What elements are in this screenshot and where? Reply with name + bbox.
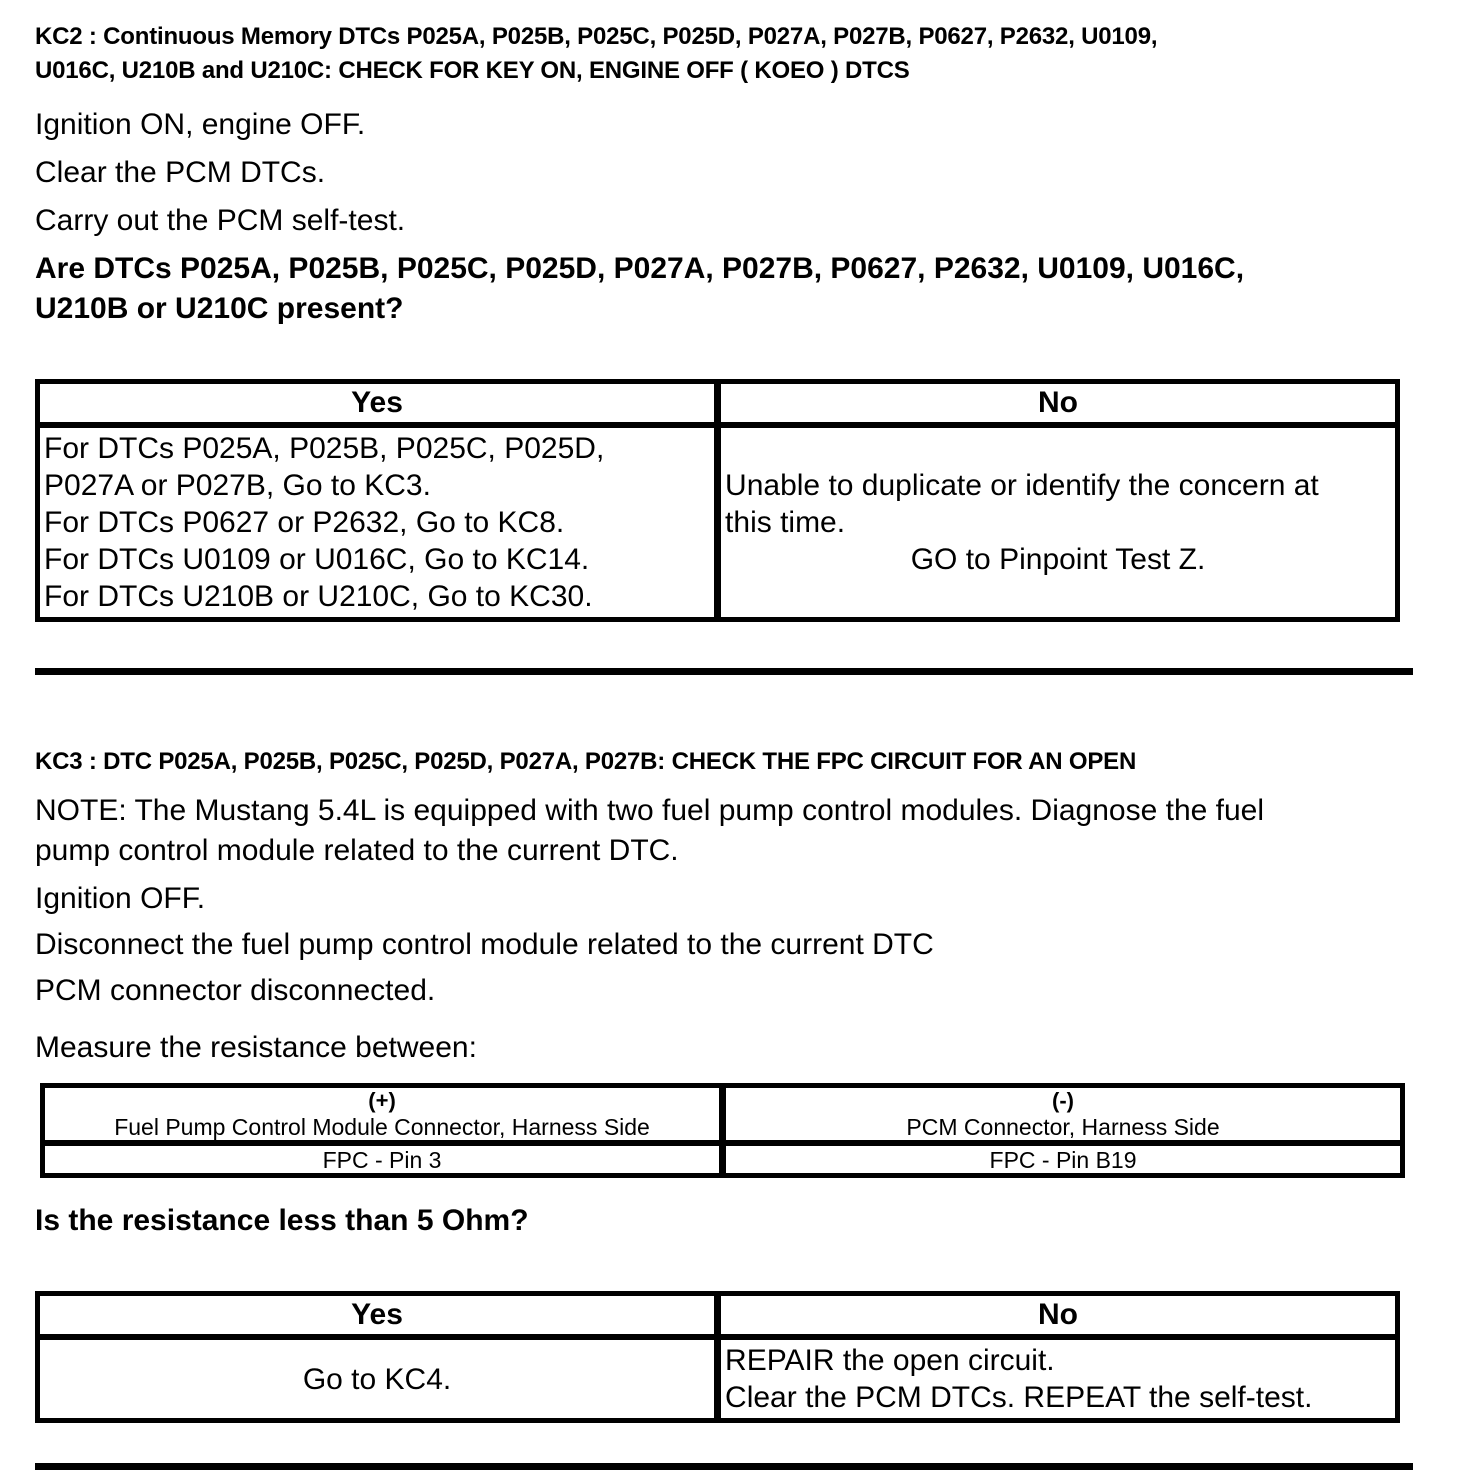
kc3-result-header-row [40,1296,1395,1340]
kc2-question [35,249,1437,329]
plus-connector-label: Fuel Pump Control Module Connector, Harness Side [114,1114,650,1140]
kc3-result-body-row [40,1340,1395,1418]
minus-polarity-label: (-) [1052,1088,1075,1113]
kc2-yes-cell [40,428,714,617]
kc3-heading: KC3 : DTC P025A, P025B, P025C, P025D, P027A, P027B: CHECK THE FPC CIRCUIT FOR AN OPEN [35,748,1137,775]
plus-header-cell [45,1088,719,1146]
kc3-no-line: Clear the PCM DTCs. REPEAT the self-test. [725,1381,1313,1414]
kc2-no-action: GO to Pinpoint Test Z. [910,543,1206,576]
minus-connector-label: PCM Connector, Harness Side [906,1114,1220,1140]
kc2-yes-line: P027A or P027B, Go to KC3. [44,469,431,502]
plus-polarity-label: (+) [368,1088,396,1113]
kc2-yes-line: For DTCs U0109 or U016C, Go to KC14. [44,543,590,576]
kc3-note [35,791,1437,871]
kc2-no-header: No [714,384,1395,428]
minus-header-cell [719,1088,1400,1146]
kc2-step-ignition-on: Ignition ON, engine OFF. [35,108,366,141]
kc2-yes-line: For DTCs P0627 or P2632, Go to KC8. [44,506,565,539]
kc3-step-pcm-disconnected: PCM connector disconnected. [35,974,436,1007]
kc3-note-line-1: NOTE: The Mustang 5.4L is equipped with two fuel pump control modules. Diagnose the fuel [35,794,1265,827]
kc3-measurement-table [40,1083,1405,1178]
kc3-question-line: Is the resistance less than 5 Ohm? [35,1204,529,1237]
minus-pin-cell: FPC - Pin B19 [719,1146,1400,1173]
kc2-heading [35,20,1414,88]
kc3-no-line: REPAIR the open circuit. [725,1344,1055,1377]
kc3-step-disconnect-module: Disconnect the fuel pump control module related to the current DTC [35,928,934,961]
kc3-step-ignition-off: Ignition OFF. [35,882,206,915]
kc3-yes-cell [40,1340,714,1418]
kc3-result-table [35,1291,1400,1423]
kc3-no-header: No [714,1296,1395,1340]
kc2-result-body-row [40,428,1395,617]
kc2-question-line-1: Are DTCs P025A, P025B, P025C, P025D, P027A, P027B, P0627, P2632, U0109, U016C, [35,252,1245,285]
kc3-yes-header: Yes [40,1296,714,1340]
kc2-no-cell [714,428,1395,617]
plus-pin-cell: FPC - Pin 3 [322,1146,442,1173]
measurement-header-row [45,1088,1400,1146]
kc2-no-line: Unable to duplicate or identify the concern at [725,469,1319,502]
kc2-heading-line-1: KC2 : Continuous Memory DTCs P025A, P025B, P025C, P025D, P027A, P027B, P0627, P2632, U0109, [35,23,1158,50]
kc2-yes-header: Yes [40,384,714,428]
kc2-step-clear-dtcs: Clear the PCM DTCs. [35,156,326,189]
section-divider-1 [35,668,1413,675]
kc2-heading-line-2: U016C, U210B and U210C: CHECK FOR KEY ON, ENGINE OFF ( KOEO ) DTCS [35,57,910,84]
kc2-question-line-2: U210B or U210C present? [35,292,404,325]
kc2-yes-line: For DTCs U210B or U210C, Go to KC30. [44,580,593,613]
measurement-pin-row [45,1146,1400,1173]
section-divider-2 [35,1463,1413,1470]
kc2-yes-line: For DTCs P025A, P025B, P025C, P025D, [44,432,605,465]
kc3-note-line-2: pump control module related to the current DTC. [35,834,679,867]
kc3-question [35,1201,1437,1241]
kc2-result-table [35,379,1400,622]
kc2-result-header-row [40,384,1395,428]
kc2-no-line: this time. [725,506,846,539]
kc3-yes-action: Go to KC4. [302,1362,452,1396]
kc3-no-cell [714,1340,1395,1418]
kc2-step-self-test: Carry out the PCM self-test. [35,204,406,237]
kc3-step-measure-resistance: Measure the resistance between: [35,1031,477,1064]
